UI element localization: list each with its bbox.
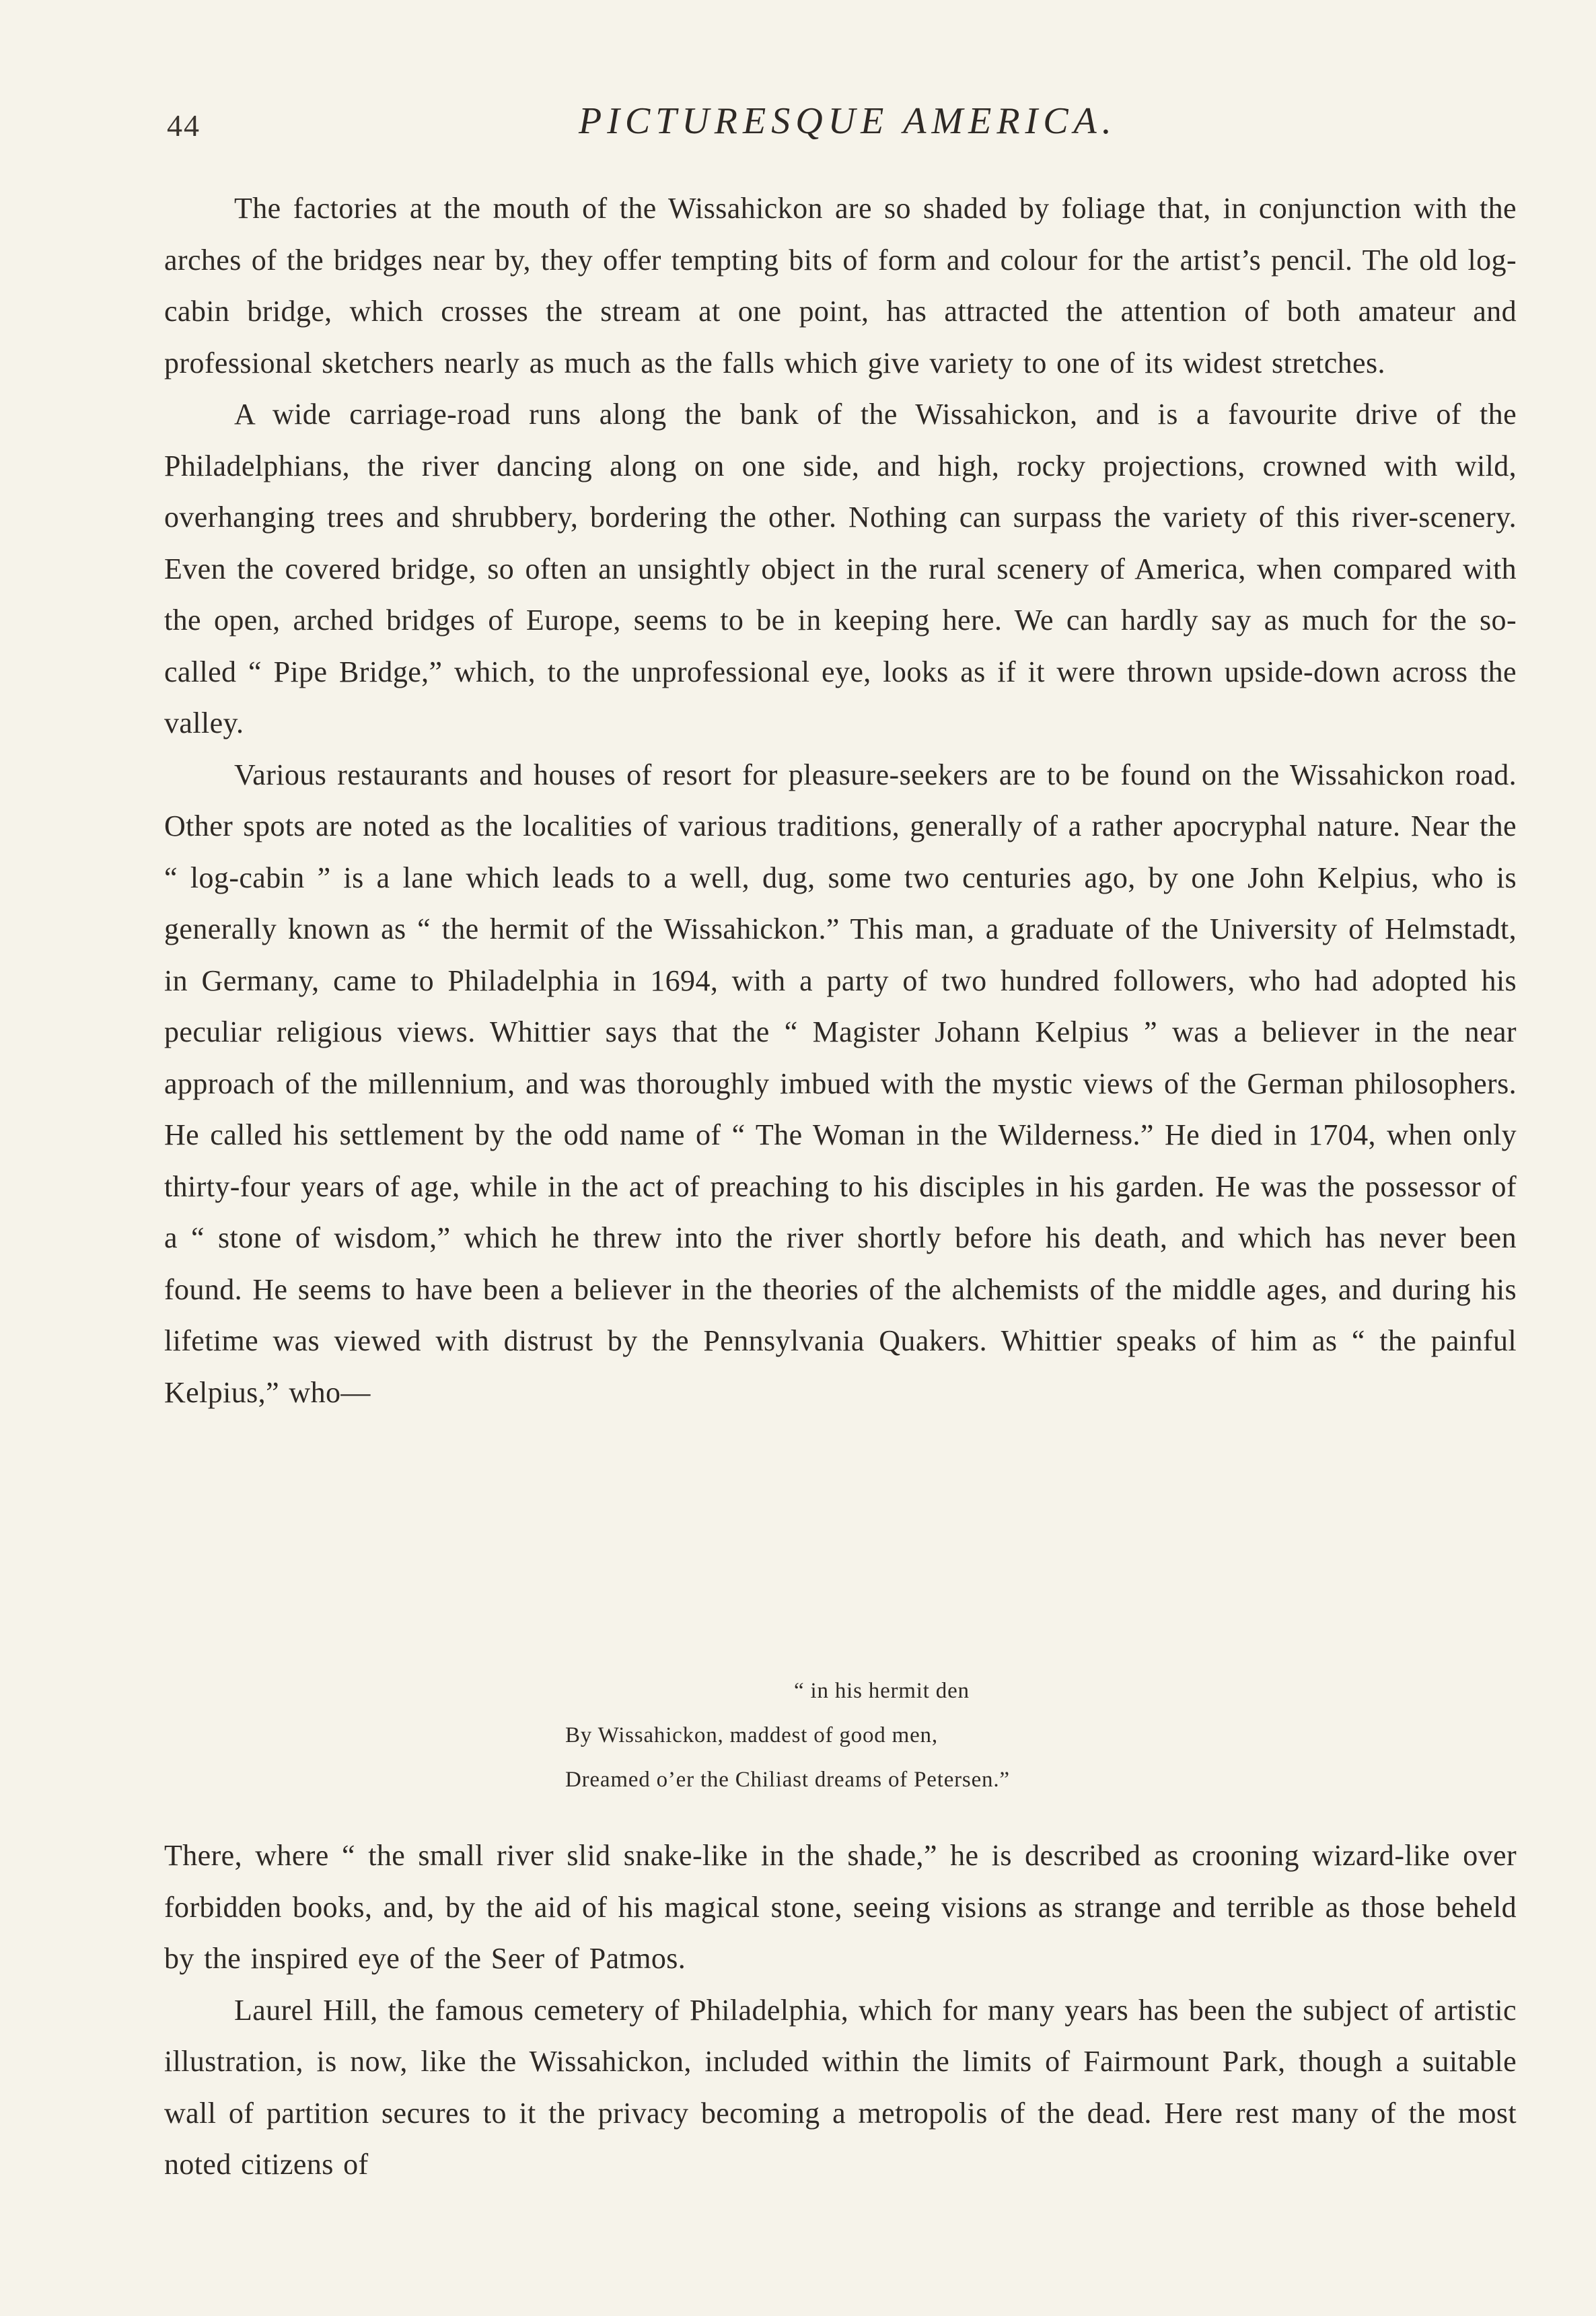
- verse-line: “ in his hermit den: [794, 1679, 970, 1703]
- paragraph-kelpius: Various restaurants and houses of resort for pleasure-seekers are to be found on the Wissahickon road. Other spots are noted as the localities of various traditions, generally of a rather apocryphal nature. Near the “ log-cabin ” is a lane which leads to a well, dug, some two centuries ago, by one John Kelpius, who is generally known as “ the hermit of the Wissahickon.” This man, a graduate of the University of Helmstadt, in Germany, came to Philadelphia in 1694, with a party of two hundred followers, who had adopted his peculiar religious views. Whittier says that the “ Magister Johann Kelpius ” was a believer in the near approach of the millennium, and was thoroughly imbued with the mystic views of the German philosophers. He called his settlement by the odd name of “ The Woman in the Wilderness.” He died in 1704, when only thirty-four years of age, while in the act of preaching to his disciples in his garden. He was the possessor of a “ stone of wisdom,” which he threw into the river shortly before his death, and which has never been found. He seems to have been a believer in the theories of the alchemists of the middle ages, and during his lifetime was viewed with distrust by the Pennsylvania Quakers. Whittier speaks of him as “ the painful Kelpius,” who—: [164, 758, 1517, 1409]
- paragraph-crooning: There, where “ the small river slid snake-like in the shade,” he is described as crooning wizard-like over forbidden books, and, by the aid of his magical stone, seeing visions as strange and terrible as those beheld by the inspired eye of the Seer of Patmos.: [164, 1839, 1517, 1975]
- verse-line: Dreamed o’er the Chiliast dreams of Petersen.”: [565, 1768, 1010, 1792]
- body-text-bottom: [164, 1830, 1517, 2191]
- paragraph-carriage-road: A wide carriage-road runs along the bank of the Wissahickon, and is a favourite drive of the Philadelphians, the river dancing along on one side, and high, rocky projections, crowned with wild, overhanging trees and shrubbery, bordering the other. Nothing can surpass the variety of this river-scenery. Even the covered bridge, so often an unsightly object in the rural scenery of America, when compared with the open, arched bridges of Europe, seems to be in keeping here. We can hardly say as much for the so-called “ Pipe Bridge,” which, to the unprofessional eye, looks as if it were thrown upside-down across the valley.: [164, 398, 1517, 739]
- paragraph-laurel-hill: Laurel Hill, the famous cemetery of Philadelphia, which for many years has been the subject of artistic illustration, is now, like the Wissahickon, included within the limits of Fairmount Park, though a suitable wall of partition secures to it the privacy becoming a metropolis of the dead. Here rest many of the most noted citizens of: [164, 1993, 1517, 2181]
- page-number: 44: [167, 108, 201, 143]
- verse-line: By Wissahickon, maddest of good men,: [565, 1723, 938, 1747]
- body-text-top: [164, 183, 1517, 1418]
- verse-quotation: [565, 1669, 1010, 1802]
- paragraph-factories: The factories at the mouth of the Wissahickon are so shaded by foliage that, in conjunction with the arches of the bridges near by, they offer tempting bits of form and colour for the artist’s pencil. The old log-cabin bridge, which crosses the stream at one point, has attracted the attention of both amateur and professional sketchers nearly as much as the falls which give variety to one of its widest stretches.: [164, 192, 1517, 379]
- running-title: PICTURESQUE AMERICA.: [579, 100, 1117, 142]
